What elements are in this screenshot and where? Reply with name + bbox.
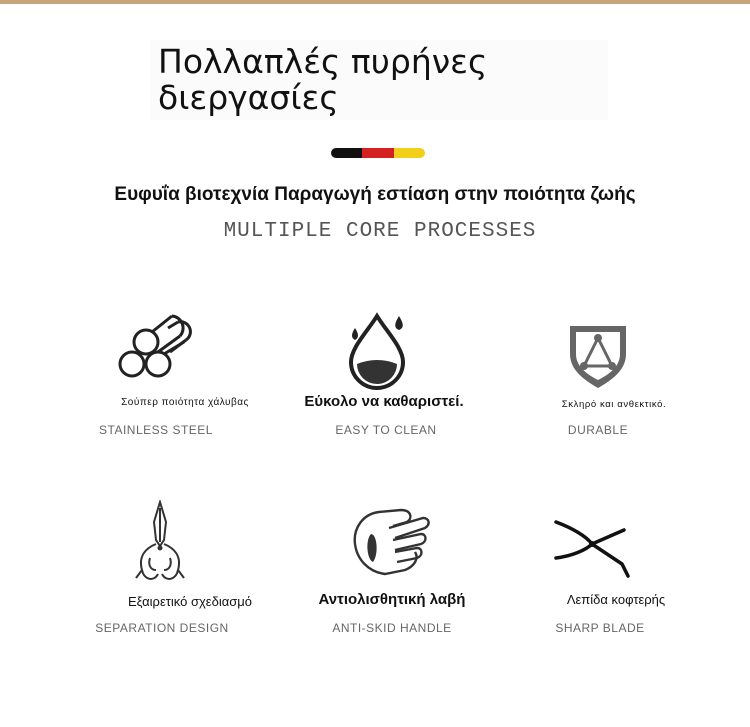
feature-durable xyxy=(478,322,718,390)
scissors-icon xyxy=(130,500,190,588)
shield-icon xyxy=(566,322,630,390)
feature-separation-design xyxy=(40,500,280,588)
feature-label-separation-design: Εξαιρετικό σχεδιασμό xyxy=(128,594,252,609)
flag-black xyxy=(331,148,362,158)
feature-stainless-steel xyxy=(34,308,274,384)
feature-label-easy-to-clean: Εύκολο να καθαριστεί. xyxy=(304,393,464,410)
feature-label-anti-skid-handle: Αντιολισθητική λαβή xyxy=(318,591,466,608)
pruning-shears-icon xyxy=(552,518,632,580)
feature-label-durable: Σκληρό και ανθεκτικό. xyxy=(561,399,667,410)
tagline: Ευφυΐα βιοτεχνία Παραγωγή εστίαση στην ποιότητα ζωής xyxy=(114,184,636,205)
feature-label-sharp-blade: Λεπίδα κοφτερής xyxy=(566,592,666,607)
water-drops-icon xyxy=(345,310,425,390)
feature-easy-to-clean xyxy=(265,310,505,390)
feature-english-durable: DURABLE xyxy=(567,423,629,437)
feature-english-easy-to-clean: EASY TO CLEAN xyxy=(335,423,437,437)
feature-english-stainless-steel: STAINLESS STEEL xyxy=(99,423,213,437)
flag-red xyxy=(362,148,393,158)
top-border xyxy=(0,0,750,4)
hand-grip-icon xyxy=(349,504,435,580)
feature-english-sharp-blade: SHARP BLADE xyxy=(555,621,645,635)
page-title: Πολλαπλές πυρήνες διεργασίες xyxy=(158,42,488,117)
steel-bars-icon xyxy=(114,308,194,384)
feature-english-separation-design: SEPARATION DESIGN xyxy=(95,621,229,635)
feature-label-stainless-steel: Σούπερ ποιότητα χάλυβας xyxy=(121,397,249,408)
flag-stripe xyxy=(331,148,425,158)
feature-english-anti-skid-handle: ANTI-SKID HANDLE xyxy=(332,621,452,635)
english-heading: MULTIPLE CORE PROCESSES xyxy=(223,220,537,243)
feature-sharp-blade xyxy=(472,518,712,580)
flag-yellow xyxy=(394,148,425,158)
